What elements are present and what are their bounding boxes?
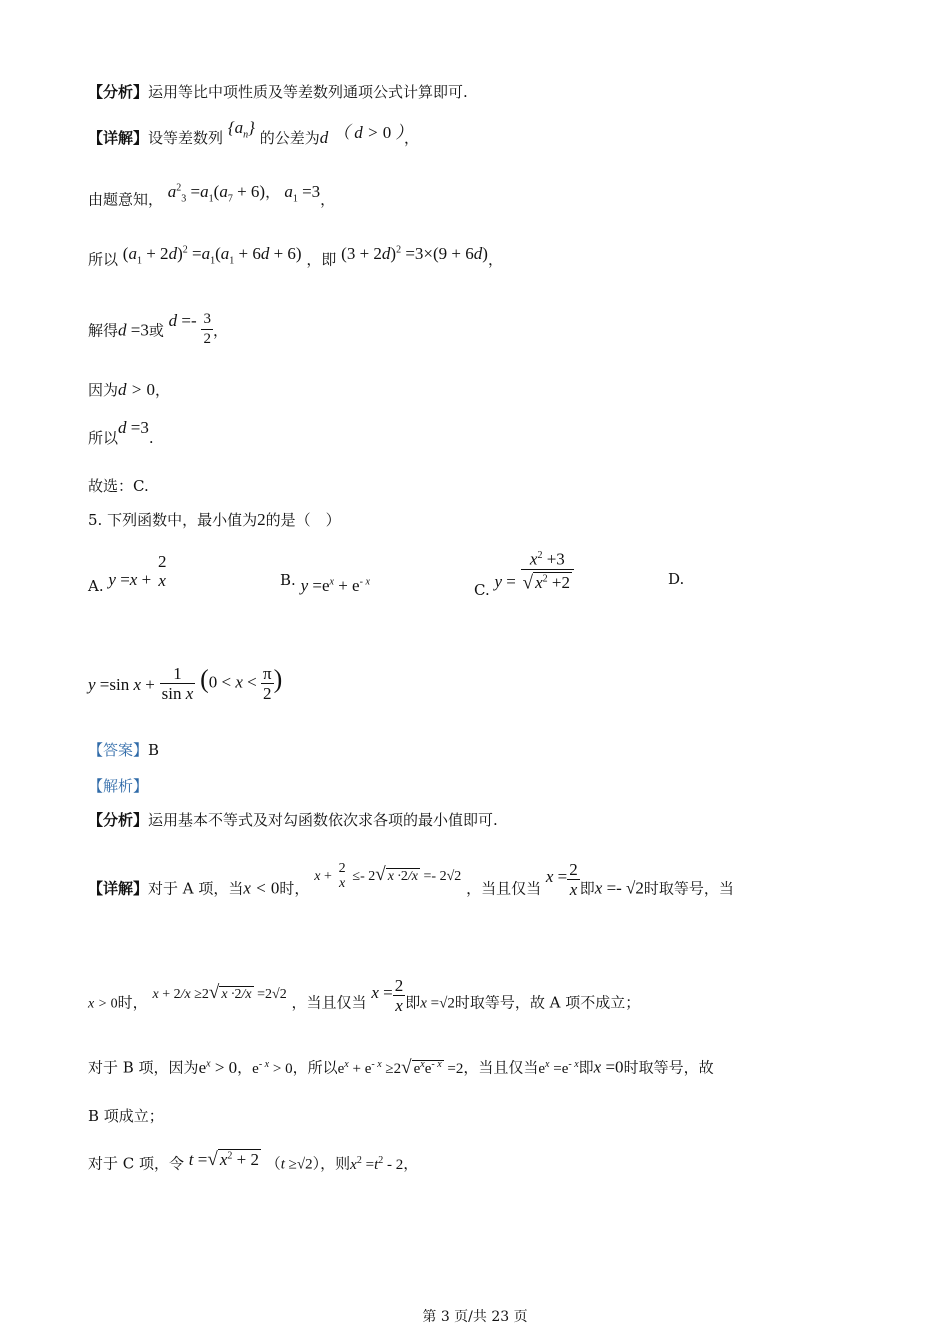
option-d [668,570,684,588]
so2-line: 所以d =3. [88,418,154,447]
iff2-text: ，当且仅当 [291,993,367,1012]
option-b-label: B. [280,571,296,589]
analysis2-text: 运用基本不等式及对勾函数依次求各项的最小值即可. [148,811,498,829]
ie-text: ，即 [306,250,337,269]
answer-tag: 【答案】 [88,741,149,759]
page-footer: 第 3 页/共 23 页 [422,1309,528,1325]
b-eq: $e^x =e^{- x}$ [538,1058,579,1077]
t-range: （t ≥√2） [265,1156,321,1173]
frac-2-x: 2 x [157,552,167,590]
question-text: 5. 下列函数中，最小值为 [88,511,258,529]
ineq-a-pos: x + 2/x ≥2√ x ·2/x =2√2 [152,981,287,1003]
equal-text: 时取等号，当 [643,879,734,898]
option-d-domain: ( [200,664,209,694]
ineq-a-neg-rhs: ≤- 2√ x ·2/x =- 2√2 [352,863,462,885]
t-def: t =√ $x^2 + 2$ [188,1148,259,1170]
math-d-gt0: d > 0 [118,380,155,399]
then-text: ，则 [320,1154,351,1173]
math-eq1: $(a_1 + 2d)^2 =a_1(a_1 + 6d + 6)$ [122,243,302,267]
iff3-text: ，当且仅当 [463,1058,539,1077]
option-d-formula [88,664,282,703]
ie2-text: 即 [579,879,595,898]
frac-pi: $\frac{\pi}{2}$ [262,664,272,703]
option-c-label: C. [474,581,490,600]
math-x-gt0: x > 0 [88,996,118,1012]
answer-value: B [148,741,160,759]
x2-eq: $x^2 =t^2 - 2$ [350,1154,404,1173]
math-seq: $\{a_n\}$ [227,118,255,141]
when2-text: 时， [117,993,148,1012]
or-text: 或 [148,321,164,340]
so2-text: 所以 [88,429,119,447]
ie3-text: 即 [405,993,421,1012]
domain-ineq: 0 < x < [208,672,261,692]
option-a-formula: y =x + [108,570,152,589]
detail-text-b: 的公差为 [259,129,320,147]
detail-c-line: 对于 C 项，令 t =√ $x^2 + 2$ （t ≥√2），则$x^2 =t^2 - 2$， [88,1148,419,1173]
b-valid-line: B 项成立； [88,1107,164,1125]
option-c-formula: y = [494,572,516,592]
math-2: 2 [257,510,266,529]
frac-c: $\frac{x^2 +3}{√ x^2 +2}$ [521,546,574,592]
a-invalid-text: 时取等号，故 A 项不成立； [454,993,641,1012]
detail-b-line [88,1054,714,1079]
detail-a-text: 对于 A 项，当 [148,879,244,898]
math-d3: d =3 [118,320,149,340]
frac-3-2: $\frac{3}{2}$ [203,311,211,347]
frac-2x: $\frac{2}{x}$ [569,860,578,899]
math-d-pos: （ d > 0 ） [333,123,404,142]
so-text: 所以 [88,250,119,269]
option-a-label: A. [88,577,104,595]
solve-text: 解得 [88,321,119,340]
x-eq0: x =0 [593,1057,624,1077]
so-line: 所以 $(a_1 + 2d)^2 =a_1(a_1 + 6d + 6)$ ，即 $(3 + 2d)^2 =3\times(9 + 6d)$， [88,243,503,269]
when-text: 时， [279,879,310,898]
math-x-lt0: x < 0 [243,878,280,898]
so3-text: ，所以 [292,1058,338,1077]
analysis2-tag: 【分析】 [88,811,149,829]
option-b-formula: $y =e^x + e^{- x}$ [300,576,370,595]
solution-tag: 【解析】 [88,777,149,795]
analysis-line [88,82,468,102]
eq-x-2x: x = [545,866,568,886]
equal2-text: 时取等号，故 [623,1058,714,1077]
given-text: 由题意知， [88,190,164,209]
detail-tag: 【详解】 [88,129,149,147]
math-given: $a^2_3 =a_1(a_7 + 6)$， $a_1 =3$ [167,181,321,205]
ineq-a-neg: x + [314,868,332,884]
detail-c-text: 对于 C 项，令 [88,1154,185,1173]
math-d-eq3: d =3 [118,418,149,437]
comma2: ， [237,1058,253,1077]
analysis2-line [88,810,498,830]
enx-gt0: $e^{- x} > 0$ [252,1058,293,1077]
paren-close: ) [273,664,283,694]
x-neg-sqrt2: x =- √2 [594,878,644,898]
detail-line [88,118,420,155]
detail-text-a: 设等差数列 [148,129,224,147]
detail-b-text: 对于 B 项，因为 [88,1058,199,1077]
detail-a-line2 [88,976,641,1023]
ex-gt0: $e^x > 0$ [198,1057,238,1077]
frac-2x-b: $\frac{2}{x}$ [394,976,404,1015]
given-line: 由题意知， $a^2_3 =a_1(a_7 + 6)$， $a_1 =3$， [88,181,336,209]
option-d-lhs: y =sin x + [88,674,155,694]
math-eq2: $(3 + 2d)^2 =3\times(9 + 6d)$ [341,243,488,263]
analysis-text: 运用等比中项性质及等差数列通项公式计算即可. [148,83,468,101]
ie4-text: 即 [578,1058,594,1077]
frac-a1: 2 x [338,860,346,891]
question-text-b: 的是（ ） [265,511,341,529]
question-5 [88,510,341,530]
x-sqrt2: x =√2 [420,995,455,1012]
detail2-tag: 【详解】 [88,879,149,898]
iff-text: ，当且仅当 [466,879,542,898]
option-b [280,570,370,595]
solve-line: 解得d =3或 d =- $\frac{3}{2}$ ， [88,310,228,347]
eq-x-2x-b: x = [371,982,393,1002]
analysis-tag: 【分析】 [88,83,149,101]
frac-sin: $\frac{1}{\text{sin x}}$ [161,664,194,703]
math-dfrac: d =- [168,310,197,330]
detail-a-line1 [88,860,734,909]
because-line: 因为d > 0， [88,380,171,399]
choose-line: 故选：C. [88,477,149,495]
option-d-label: D. [668,570,685,588]
because-text: 因为 [88,381,119,399]
answer-line [88,740,159,760]
comma: ， [404,129,420,147]
math-d: d [319,128,329,147]
option-c [474,546,574,600]
b-ineq: $e^x + e^{- x} \ge 2√$ $e^xe^{- x} =2$ [337,1056,464,1078]
option-a [88,552,168,595]
